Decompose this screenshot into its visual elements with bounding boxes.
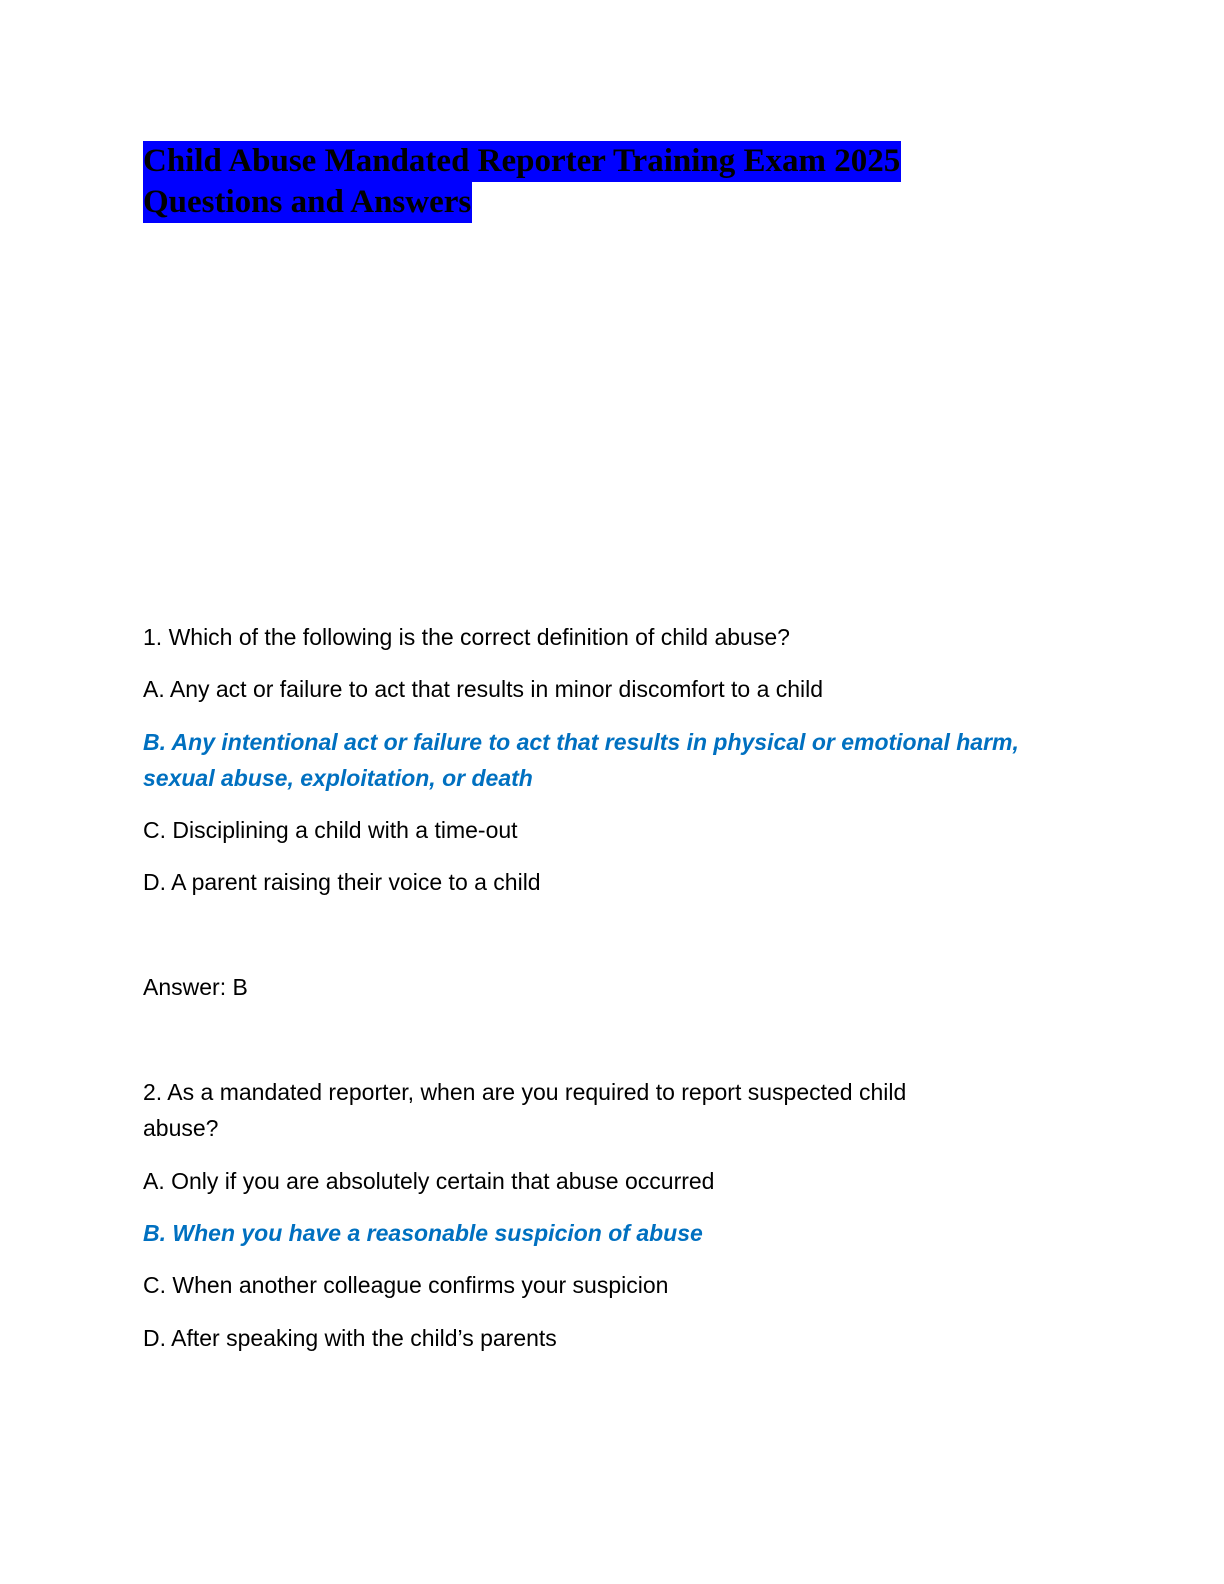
question-2-text-line-1: 2. As a mandated reporter, when are you required to report suspected child xyxy=(143,1079,907,1105)
question-2-option-d: D. After speaking with the child’s parents xyxy=(143,1325,557,1351)
question-1-option-c: C. Disciplining a child with a time-out xyxy=(143,817,518,843)
question-1-option-d: D. A parent raising their voice to a child xyxy=(143,869,541,895)
question-1-option-a: A. Any act or failure to act that results in minor discomfort to a child xyxy=(143,676,824,702)
question-2-option-c: C. When another colleague confirms your suspicion xyxy=(143,1272,669,1298)
title-line-2: Questions and Answers xyxy=(143,182,472,223)
question-1-option-b-line-2: sexual abuse, exploitation, or death xyxy=(143,765,533,791)
question-1-option-b-line-1: B. Any intentional act or failure to act that results in physical or emotional harm, xyxy=(143,729,1019,755)
question-2-option-b: B. When you have a reasonable suspicion of abuse xyxy=(143,1220,703,1246)
question-1-text: 1. Which of the following is the correct definition of child abuse? xyxy=(143,624,790,650)
title-line-1: Child Abuse Mandated Reporter Training Exam 2025 xyxy=(143,141,901,182)
question-1-answer: Answer: B xyxy=(143,974,248,1000)
document-title xyxy=(143,141,1043,223)
question-2-text-line-2: abuse? xyxy=(143,1115,219,1141)
question-2-option-a: A. Only if you are absolutely certain that abuse occurred xyxy=(143,1168,715,1194)
